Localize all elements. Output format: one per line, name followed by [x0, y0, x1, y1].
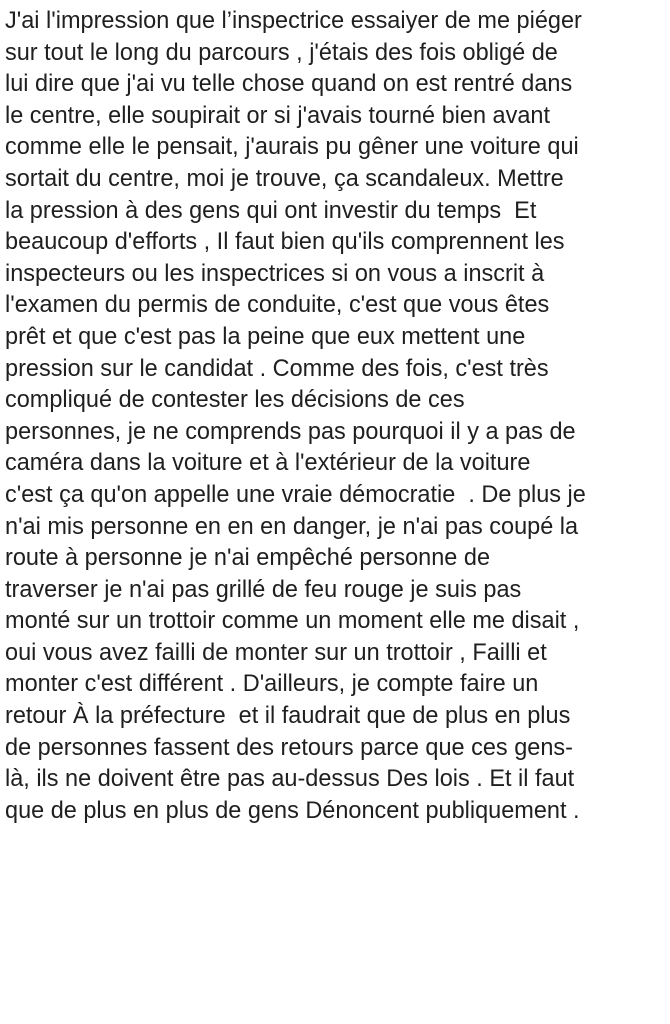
comment-line: monter c'est différent . D'ailleurs, je compte faire un: [5, 671, 539, 698]
comment-line: la pression à des gens qui ont investir du temps Et: [5, 197, 537, 224]
comment-line: c'est ça qu'on appelle une vraie démocratie . De plus je: [5, 481, 586, 508]
comment-line: l'examen du permis de conduite, c'est que vous êtes: [5, 292, 550, 319]
comment-line: oui vous avez failli de monter sur un trottoir , Failli et: [5, 639, 547, 666]
comment-line: beaucoup d'efforts , Il faut bien qu'ils comprennent les: [5, 229, 565, 256]
comment-line: sur tout le long du parcours , j'étais des fois obligé de: [5, 39, 558, 66]
comment-line: retour À la préfecture et il faudrait que de plus en plus: [5, 703, 571, 730]
comment-line: pression sur le candidat . Comme des fois, c'est très: [5, 355, 549, 382]
comment-line: traverser je n'ai pas grillé de feu rouge je suis pas: [5, 576, 522, 603]
comment-line: lui dire que j'ai vu telle chose quand on est rentré dans: [5, 71, 573, 98]
comment-line: là, ils ne doivent être pas au-dessus Des lois . Et il faut: [5, 766, 575, 793]
comment-line: caméra dans la voiture et à l'extérieur de la voiture: [5, 450, 531, 477]
comment-line: que de plus en plus de gens Dénoncent publiquement .: [5, 797, 580, 824]
comment-line: compliqué de contester les décisions de ces: [5, 387, 465, 414]
comment-line: le centre, elle soupirait or si j'avais tourné bien avant: [5, 102, 550, 129]
comment-line: J'ai l'impression que l’inspectrice essaiyer de me piéger: [5, 8, 582, 34]
comment-line: monté sur un trottoir comme un moment elle me disait ,: [5, 608, 580, 635]
comment-line: route à personne je n'ai empêché personne de: [5, 545, 491, 572]
comment-line: prêt et que c'est pas la peine que eux mettent une: [5, 323, 526, 350]
comment-line: n'ai mis personne en en en danger, je n'ai pas coupé la: [5, 513, 579, 540]
comment-line: sortait du centre, moi je trouve, ça scandaleux. Mettre: [5, 165, 564, 192]
comment-line: inspecteurs ou les inspectrices si on vous a inscrit à: [5, 260, 545, 287]
comment-line: de personnes fassent des retours parce que ces gens-: [5, 734, 573, 761]
comment-line: comme elle le pensait, j'aurais pu gêner une voiture qui: [5, 134, 579, 161]
comment-line: personnes, je ne comprends pas pourquoi il y a pas de: [5, 418, 576, 445]
